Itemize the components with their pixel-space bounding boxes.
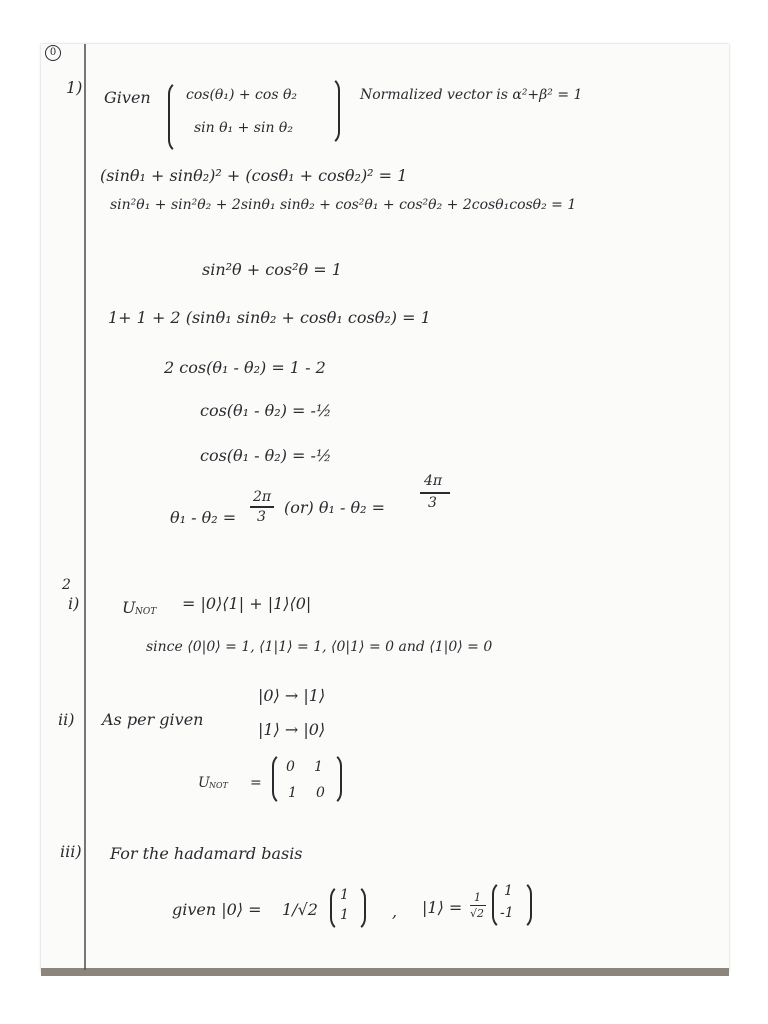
fraction-1-bar <box>250 506 274 508</box>
q2-i-label: i) <box>68 594 80 613</box>
matrix-right-paren <box>326 752 342 806</box>
unot-definition: = |0⟩⟨1| + |1⟩⟨0| <box>182 594 312 613</box>
fraction-2-num: 4π <box>424 473 443 489</box>
map-0-to-1: |0⟩ → |1⟩ <box>258 686 326 705</box>
ket-comma: , <box>392 902 398 921</box>
fraction-1-den: 3 <box>257 509 266 525</box>
unot-symbol-2: U <box>198 775 210 791</box>
matrix-r1c1: 0 <box>286 759 295 775</box>
q1-line-7: cos(θ₁ - θ₂) = -½ <box>200 446 332 465</box>
q1-line-2: sin²θ₁ + sin²θ₂ + 2sinθ₁ sinθ₂ + cos²θ₁ + cos²θ₂ + 2cosθ₁cosθ₂ = 1 <box>110 197 577 213</box>
q1-line-8-or: (or) θ₁ - θ₂ = <box>284 498 386 517</box>
vector-bottom: sin θ₁ + sin θ₂ <box>194 120 293 136</box>
ket1-frac-bar <box>470 905 486 906</box>
q1-given: Given <box>104 88 151 107</box>
ket1-v2: -1 <box>500 905 514 921</box>
margin-line <box>84 44 86 970</box>
q2-ii-label: ii) <box>58 710 75 729</box>
ket0-frac: 1/√2 <box>282 900 318 919</box>
q1-line-5: 2 cos(θ₁ - θ₂) = 1 - 2 <box>164 358 326 377</box>
fraction-2-bar <box>420 492 450 494</box>
ket1-v1: 1 <box>504 883 513 899</box>
ket1-frac-num: 1 <box>474 891 481 904</box>
vector-left-paren <box>168 80 184 154</box>
as-per-given: As per given <box>102 710 204 729</box>
vector-right-paren <box>324 76 340 146</box>
map-1-to-0: |1⟩ → |0⟩ <box>258 720 326 739</box>
hadamard-line: For the hadamard basis <box>110 844 303 863</box>
page-edge <box>41 968 729 976</box>
since-line: since ⟨0|0⟩ = 1, ⟨1|1⟩ = 1, ⟨0|1⟩ = 0 and ⟨1|0⟩ = 0 <box>146 639 493 655</box>
q1-line-3: sin²θ + cos²θ = 1 <box>202 260 342 279</box>
normalized-note: Normalized vector is α²+β² = 1 <box>360 87 583 103</box>
ket0-v1: 1 <box>340 887 349 903</box>
matrix-r2c1: 1 <box>288 785 297 801</box>
ket1-right-paren <box>516 880 532 930</box>
q1-line-6: cos(θ₁ - θ₂) = -½ <box>200 401 332 420</box>
ket1-frac-den: √2 <box>470 907 485 920</box>
vector-top: cos(θ₁) + cos θ₂ <box>186 87 297 103</box>
ket0-v2: 1 <box>340 907 349 923</box>
q2-number: 2 <box>62 577 71 593</box>
q1-line-4: 1+ 1 + 2 (sinθ₁ sinθ₂ + cosθ₁ cosθ₂) = 1 <box>108 308 431 327</box>
ket0-right-paren <box>350 884 366 932</box>
matrix-r1c2: 1 <box>314 759 323 775</box>
q1-line-1: (sinθ₁ + sinθ₂)² + (cosθ₁ + cosθ₂)² = 1 <box>100 166 408 185</box>
q2-iii-label: iii) <box>60 842 82 861</box>
page-circle-number: 0 <box>45 45 61 61</box>
unot-symbol: U <box>122 598 136 617</box>
q1-line-8-left: θ₁ - θ₂ = <box>170 508 237 527</box>
matrix-r2c2: 0 <box>316 785 325 801</box>
unot-subscript: NOT <box>135 607 157 617</box>
fraction-1-num: 2π <box>253 489 272 505</box>
unot-subscript-2: NOT <box>209 781 228 790</box>
q1-label: 1) <box>66 78 83 97</box>
fraction-2-den: 3 <box>428 495 437 511</box>
given-ket0: given |0⟩ = <box>172 900 262 919</box>
ket1-label: |1⟩ = <box>422 898 463 917</box>
unot-equals: = <box>250 775 262 791</box>
